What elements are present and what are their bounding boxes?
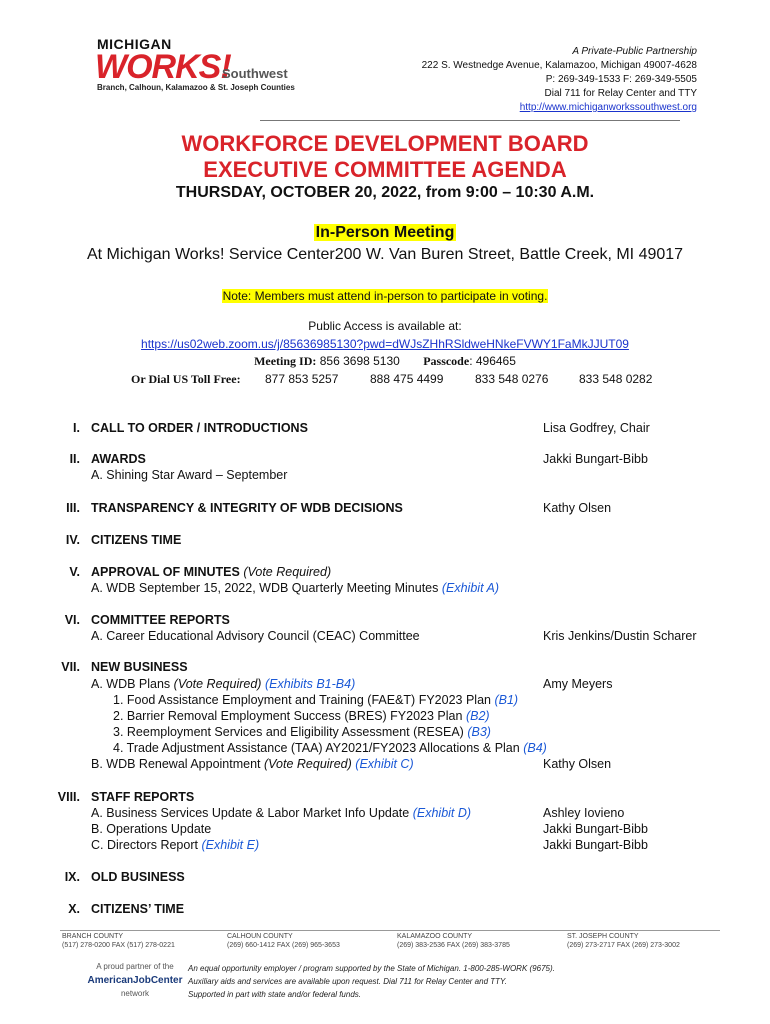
section-number: IX. xyxy=(64,870,80,884)
county-phones: (269) 660-1412 FAX (269) 965-3653 xyxy=(227,942,340,949)
section-number: V. xyxy=(69,565,80,579)
county-name: BRANCH COUNTY xyxy=(62,933,124,940)
section-number: II. xyxy=(69,452,80,466)
vote-required: (Vote Required) xyxy=(243,565,332,579)
county-name: ST. JOSEPH COUNTY xyxy=(567,933,639,940)
presenter: Amy Meyers xyxy=(543,677,613,691)
public-access-label: Public Access is available at: xyxy=(308,319,462,333)
voting-note: Note: Members must attend in-person to participate in voting. xyxy=(222,289,548,303)
exhibit-ref: (Exhibit C) xyxy=(355,757,414,771)
exhibit-ref: (Exhibits B1-B4) xyxy=(264,677,356,691)
county-phones: (517) 278-0200 FAX (517) 278-0221 xyxy=(62,942,175,949)
presenter: Jakki Bungart-Bibb xyxy=(543,452,648,466)
section-title: COMMITTEE REPORTS xyxy=(91,613,230,627)
meeting-type-wrap xyxy=(0,224,770,242)
county-name: CALHOUN COUNTY xyxy=(227,933,293,940)
passcode: : 496465 xyxy=(469,354,516,368)
logo-southwest: Southwest xyxy=(222,66,288,81)
section-title-line xyxy=(91,565,331,579)
agenda-item: A. Business Services Update & Labor Market Info Update (Exhibit D) xyxy=(91,806,472,820)
agenda-item: A. Career Educational Advisory Council (CEAC) Committee xyxy=(91,629,420,643)
exhibit-ref: (B4) xyxy=(523,741,547,755)
ajc-network: network xyxy=(120,989,149,998)
sub-item: 2. Barrier Removal Employment Success (BRES) FY2023 Plan (B2) xyxy=(113,709,490,723)
county-phones: (269) 273-2717 FAX (269) 273-3002 xyxy=(567,942,680,949)
phone-fax: P: 269-349-1533 F: 269-349-5505 xyxy=(545,74,697,85)
address: 222 S. Westnedge Avenue, Kalamazoo, Michigan 49007-4628 xyxy=(421,60,697,71)
agenda-item: A. WDB September 15, 2022, WDB Quarterly Meeting Minutes (Exhibit A) xyxy=(91,581,500,595)
section-number: III. xyxy=(66,501,80,515)
header-divider xyxy=(260,120,680,121)
dial-number: 877 853 5257 xyxy=(265,372,339,386)
section-title: CALL TO ORDER / INTRODUCTIONS xyxy=(91,421,308,435)
section-title: TRANSPARENCY & INTEGRITY OF WDB DECISIONS xyxy=(91,501,403,515)
section-number: I. xyxy=(73,421,80,435)
logo-michigan: MICHIGAN xyxy=(97,36,172,52)
section-title: OLD BUSINESS xyxy=(91,870,185,884)
title-line2: EXECUTIVE COMMITTEE AGENDA xyxy=(203,157,567,182)
meeting-id-label: Meeting ID: xyxy=(254,354,317,368)
meeting-id-line xyxy=(0,354,770,369)
exhibit-ref: (B3) xyxy=(467,725,491,739)
presenter: Kris Jenkins/Dustin Scharer xyxy=(543,629,697,643)
presenter: Lisa Godfrey, Chair xyxy=(543,421,650,435)
dial-number: 833 548 0282 xyxy=(579,372,653,386)
section-number: IV. xyxy=(65,533,80,547)
logo-works: WORKS! xyxy=(95,48,231,86)
date-line: THURSDAY, OCTOBER 20, 2022, from 9:00 – 10:30 A.M. xyxy=(175,184,595,201)
vote-required: (Vote Required) xyxy=(264,757,352,771)
presenter: Kathy Olsen xyxy=(543,757,612,771)
exhibit-ref: (Exhibit A) xyxy=(441,581,500,595)
section-title: CITIZENS’ TIME xyxy=(91,902,185,916)
exhibit-ref: (Exhibit D) xyxy=(412,806,472,820)
section-number: VIII. xyxy=(57,790,80,804)
section-title: CITIZENS TIME xyxy=(91,533,182,547)
title-line1: WORKFORCE DEVELOPMENT BOARD xyxy=(181,131,589,156)
county-phones: (269) 383-2536 FAX (269) 383-3785 xyxy=(397,942,510,949)
ajc-partner: A proud partner of the xyxy=(96,962,174,971)
dial-number: 833 548 0276 xyxy=(475,372,549,386)
agenda-item: A. WDB Plans (Vote Required) (Exhibits B1-B4) xyxy=(91,677,356,691)
sub-item: 4. Trade Adjustment Assistance (TAA) AY2021/FY2023 Allocations & Plan (B4) xyxy=(113,741,547,755)
ajc-logo: AmericanJobCenter xyxy=(87,975,183,986)
dial-label: Or Dial US Toll Free: xyxy=(131,372,241,386)
exhibit-ref: (Exhibit E) xyxy=(201,838,260,852)
agenda-item: B. WDB Renewal Appointment (Vote Required) (Exhibit C) xyxy=(91,757,414,771)
meeting-type: In-Person Meeting xyxy=(315,224,455,241)
section-title: STAFF REPORTS xyxy=(91,790,195,804)
section-title: AWARDS xyxy=(91,452,146,466)
county-name: KALAMAZOO COUNTY xyxy=(397,933,473,940)
presenter: Jakki Bungart-Bibb xyxy=(543,822,648,836)
section-title: APPROVAL OF MINUTES xyxy=(91,565,240,579)
website-link[interactable]: http://www.michiganworkssouthwest.org xyxy=(519,102,697,113)
exhibit-ref: (B2) xyxy=(465,709,490,723)
section-number: VII. xyxy=(61,660,80,674)
presenter: Kathy Olsen xyxy=(543,501,612,515)
dial-line xyxy=(131,372,241,387)
agenda-item: A. Shining Star Award – September xyxy=(91,468,288,482)
sub-item: 3. Reemployment Services and Eligibility Assessment (RESEA) (B3) xyxy=(113,725,491,739)
section-title: NEW BUSINESS xyxy=(91,660,188,674)
vote-required: (Vote Required) xyxy=(173,677,262,691)
presenter: Ashley Iovieno xyxy=(543,806,625,820)
footer-divider xyxy=(60,930,720,931)
zoom-link[interactable]: https://us02web.zoom.us/j/85636985130?pwd=dWJsZHhRSldweHNkeFVWY1FaMkJJUT09 xyxy=(141,337,629,351)
relay-info: Dial 711 for Relay Center and TTY xyxy=(544,88,697,99)
eoe-line: An equal opportunity employer / program supported by the State of Michigan. 1-800-285-WORK (9675). xyxy=(188,964,555,973)
sub-item: 1. Food Assistance Employment and Training (FAE&T) FY2023 Plan (B1) xyxy=(113,693,519,707)
location: At Michigan Works! Service Center200 W. Van Buren Street, Battle Creek, MI 49017 xyxy=(86,246,684,263)
eoe-line: Supported in part with state and/or federal funds. xyxy=(188,990,361,999)
note-wrap xyxy=(0,287,770,305)
meeting-id: 856 3698 5130 xyxy=(319,354,400,368)
logo-counties: Branch, Calhoun, Kalamazoo & St. Joseph Counties xyxy=(97,83,295,92)
presenter: Jakki Bungart-Bibb xyxy=(543,838,648,852)
tagline: A Private-Public Partnership xyxy=(572,46,697,57)
dial-number: 888 475 4499 xyxy=(370,372,444,386)
eoe-line: Auxiliary aids and services are available upon request. Dial 711 for Relay Center and TTY. xyxy=(188,977,507,986)
agenda-item: C. Directors Report (Exhibit E) xyxy=(91,838,260,852)
passcode-label: Passcode xyxy=(423,354,470,368)
section-number: X. xyxy=(68,902,80,916)
agenda-item: B. Operations Update xyxy=(91,822,212,836)
exhibit-ref: (B1) xyxy=(494,693,519,707)
section-number: VI. xyxy=(64,613,80,627)
